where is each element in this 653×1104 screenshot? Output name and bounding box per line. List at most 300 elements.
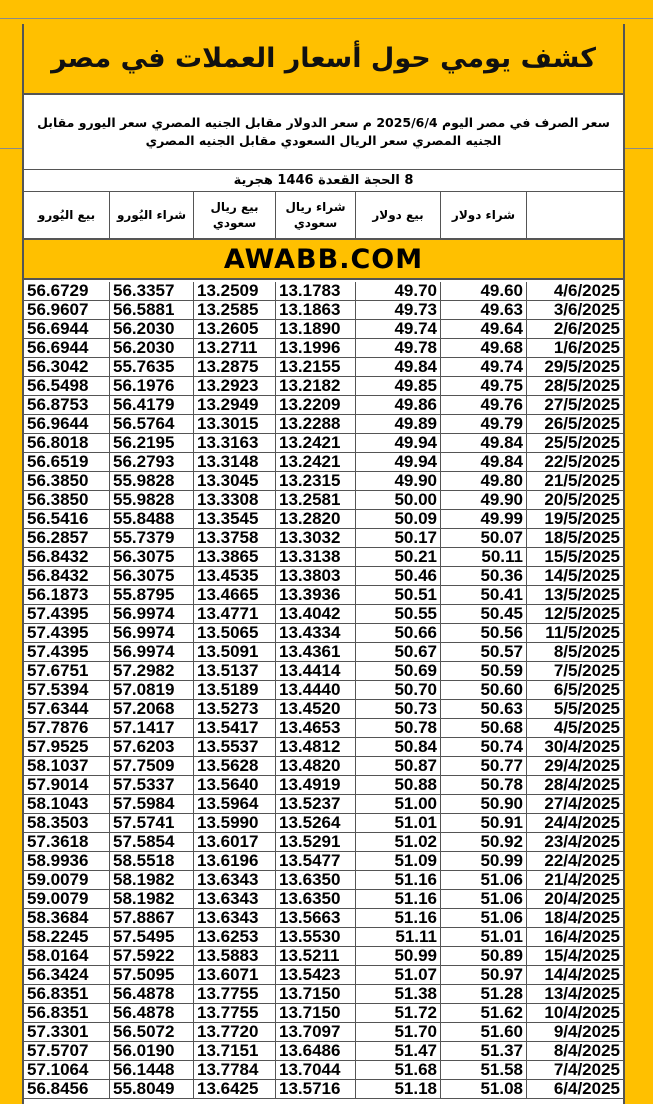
cell-sar-sell: 13.5417 [194, 719, 276, 737]
cell-eur-buy: 56.5072 [110, 1023, 194, 1041]
cell-eur-sell: 57.9525 [24, 738, 110, 756]
cell-sar-buy: 13.1863 [276, 301, 356, 319]
cell-sar-sell: 13.6196 [194, 852, 276, 870]
cell-usd-sell: 50.88 [356, 776, 441, 794]
table-row [24, 966, 623, 985]
table-row [24, 377, 623, 396]
table-row [24, 491, 623, 510]
cell-date: 16/4/2025 [544, 928, 620, 946]
cell-eur-sell: 57.3618 [24, 833, 110, 851]
header-usd-buy: شراء دولار [441, 192, 527, 238]
cell-eur-sell: 56.3850 [24, 472, 110, 490]
cell-usd-buy: 50.45 [441, 605, 527, 623]
table-row [24, 510, 623, 529]
cell-date: 8/5/2025 [553, 643, 620, 661]
sheet-gridline-top [0, 18, 653, 19]
cell-eur-sell: 56.9607 [24, 301, 110, 319]
table-row [24, 320, 623, 339]
cell-usd-buy: 49.79 [441, 415, 527, 433]
cell-sar-buy: 13.5716 [276, 1080, 356, 1098]
cell-eur-sell: 56.8432 [24, 548, 110, 566]
table-row [24, 1004, 623, 1023]
table-row [24, 1023, 623, 1042]
cell-eur-buy: 56.1976 [110, 377, 194, 395]
table-row [24, 757, 623, 776]
cell-sar-buy: 13.1890 [276, 320, 356, 338]
cell-date: 9/4/2025 [553, 1023, 620, 1041]
cell-usd-sell: 50.66 [356, 624, 441, 642]
cell-sar-sell: 13.7755 [194, 1004, 276, 1022]
cell-sar-buy: 13.7097 [276, 1023, 356, 1041]
cell-usd-sell: 50.78 [356, 719, 441, 737]
cell-sar-sell: 13.7151 [194, 1042, 276, 1060]
cell-date: 2/6/2025 [553, 320, 620, 338]
cell-sar-sell: 13.3865 [194, 548, 276, 566]
cell-sar-sell: 13.4665 [194, 586, 276, 604]
table-row [24, 776, 623, 795]
cell-eur-sell: 56.3424 [24, 966, 110, 984]
cell-usd-sell: 51.11 [356, 928, 441, 946]
cell-usd-sell: 49.84 [356, 358, 441, 376]
rates-sheet [22, 24, 625, 1104]
cell-eur-sell: 57.3301 [24, 1023, 110, 1041]
table-row [24, 396, 623, 415]
cell-eur-sell: 57.5707 [24, 1042, 110, 1060]
cell-eur-buy: 57.5741 [110, 814, 194, 832]
table-row [24, 871, 623, 890]
header-eur-buy: شراء اليُورو [110, 192, 194, 238]
table-row [24, 833, 623, 852]
cell-eur-buy: 57.1417 [110, 719, 194, 737]
cell-eur-sell: 56.6519 [24, 453, 110, 471]
cell-usd-buy: 50.07 [441, 529, 527, 547]
cell-eur-sell: 58.0164 [24, 947, 110, 965]
cell-eur-buy: 55.8488 [110, 510, 194, 528]
table-row [24, 605, 623, 624]
cell-usd-buy: 49.90 [441, 491, 527, 509]
cell-date: 25/5/2025 [544, 434, 620, 452]
cell-usd-buy: 49.84 [441, 434, 527, 452]
cell-sar-buy: 13.4414 [276, 662, 356, 680]
table-row [24, 681, 623, 700]
cell-sar-buy: 13.5211 [276, 947, 356, 965]
table-row [24, 643, 623, 662]
cell-sar-sell: 13.6425 [194, 1080, 276, 1098]
cell-eur-sell: 58.9936 [24, 852, 110, 870]
cell-eur-buy: 55.7379 [110, 529, 194, 547]
cell-sar-buy: 13.4334 [276, 624, 356, 642]
cell-eur-sell: 56.5498 [24, 377, 110, 395]
cell-sar-buy: 13.4042 [276, 605, 356, 623]
cell-date: 26/5/2025 [544, 415, 620, 433]
cell-eur-buy: 56.2030 [110, 320, 194, 338]
cell-usd-buy: 49.74 [441, 358, 527, 376]
table-row [24, 985, 623, 1004]
cell-usd-buy: 49.80 [441, 472, 527, 490]
cell-sar-sell: 13.2923 [194, 377, 276, 395]
cell-sar-sell: 13.6343 [194, 890, 276, 908]
cell-date: 20/5/2025 [544, 491, 620, 509]
cell-sar-sell: 13.3015 [194, 415, 276, 433]
cell-usd-sell: 49.74 [356, 320, 441, 338]
table-row [24, 472, 623, 491]
cell-date: 13/4/2025 [544, 985, 620, 1003]
cell-eur-sell: 56.3850 [24, 491, 110, 509]
table-row [24, 282, 623, 301]
cell-date: 4/6/2025 [553, 282, 620, 300]
cell-usd-sell: 50.17 [356, 529, 441, 547]
cell-sar-sell: 13.2949 [194, 396, 276, 414]
cell-sar-sell: 13.6343 [194, 909, 276, 927]
cell-usd-buy: 49.84 [441, 453, 527, 471]
cell-eur-buy: 55.9828 [110, 491, 194, 509]
cell-sar-buy: 13.4812 [276, 738, 356, 756]
cell-eur-sell: 58.1037 [24, 757, 110, 775]
cell-sar-buy: 13.6486 [276, 1042, 356, 1060]
cell-usd-sell: 49.86 [356, 396, 441, 414]
table-row [24, 890, 623, 909]
cell-usd-sell: 51.09 [356, 852, 441, 870]
table-row [24, 947, 623, 966]
table-row [24, 928, 623, 947]
cell-date: 14/4/2025 [544, 966, 620, 984]
cell-eur-buy: 56.5764 [110, 415, 194, 433]
table-row [24, 700, 623, 719]
brand-banner: AWABB.COM [24, 240, 623, 280]
cell-usd-sell: 50.51 [356, 586, 441, 604]
cell-usd-sell: 51.01 [356, 814, 441, 832]
cell-sar-buy: 13.2182 [276, 377, 356, 395]
table-row [24, 453, 623, 472]
cell-usd-sell: 51.16 [356, 871, 441, 889]
cell-eur-buy: 57.5095 [110, 966, 194, 984]
cell-usd-sell: 49.94 [356, 453, 441, 471]
cell-eur-sell: 56.8018 [24, 434, 110, 452]
cell-sar-sell: 13.6343 [194, 871, 276, 889]
cell-date: 22/5/2025 [544, 453, 620, 471]
cell-date: 10/4/2025 [544, 1004, 620, 1022]
cell-sar-buy: 13.2820 [276, 510, 356, 528]
cell-usd-sell: 49.94 [356, 434, 441, 452]
cell-usd-sell: 49.78 [356, 339, 441, 357]
cell-sar-sell: 13.5189 [194, 681, 276, 699]
cell-eur-sell: 57.6344 [24, 700, 110, 718]
cell-usd-sell: 50.67 [356, 643, 441, 661]
cell-eur-buy: 55.8795 [110, 586, 194, 604]
header-sar-sell: بيع ريال سعودي [194, 192, 276, 238]
cell-usd-buy: 51.28 [441, 985, 527, 1003]
cell-sar-buy: 13.6350 [276, 871, 356, 889]
cell-sar-buy: 13.5477 [276, 852, 356, 870]
cell-eur-sell: 56.3042 [24, 358, 110, 376]
cell-usd-buy: 51.62 [441, 1004, 527, 1022]
cell-usd-sell: 50.55 [356, 605, 441, 623]
cell-sar-buy: 13.5530 [276, 928, 356, 946]
cell-usd-sell: 51.00 [356, 795, 441, 813]
cell-eur-buy: 56.2195 [110, 434, 194, 452]
cell-usd-buy: 50.60 [441, 681, 527, 699]
cell-eur-sell: 57.4395 [24, 605, 110, 623]
cell-eur-buy: 57.6203 [110, 738, 194, 756]
cell-usd-sell: 50.00 [356, 491, 441, 509]
cell-date: 1/6/2025 [553, 339, 620, 357]
table-row [24, 662, 623, 681]
cell-date: 3/6/2025 [553, 301, 620, 319]
cell-date: 29/4/2025 [544, 757, 620, 775]
cell-eur-sell: 57.6751 [24, 662, 110, 680]
cell-date: 27/5/2025 [544, 396, 620, 414]
cell-sar-buy: 13.5237 [276, 795, 356, 813]
cell-sar-sell: 13.3045 [194, 472, 276, 490]
cell-eur-sell: 57.4395 [24, 624, 110, 642]
cell-date: 18/5/2025 [544, 529, 620, 547]
table-row [24, 434, 623, 453]
cell-eur-sell: 56.6729 [24, 282, 110, 300]
cell-usd-buy: 50.77 [441, 757, 527, 775]
table-row [24, 586, 623, 605]
cell-eur-sell: 58.1043 [24, 795, 110, 813]
cell-eur-buy: 56.4878 [110, 1004, 194, 1022]
cell-eur-sell: 58.3684 [24, 909, 110, 927]
cell-usd-sell: 49.90 [356, 472, 441, 490]
cell-usd-buy: 50.90 [441, 795, 527, 813]
cell-usd-buy: 50.91 [441, 814, 527, 832]
cell-eur-sell: 56.8351 [24, 985, 110, 1003]
cell-eur-buy: 57.8867 [110, 909, 194, 927]
cell-usd-buy: 51.06 [441, 909, 527, 927]
cell-usd-buy: 51.58 [441, 1061, 527, 1079]
cell-eur-sell: 57.9014 [24, 776, 110, 794]
cell-sar-buy: 13.2155 [276, 358, 356, 376]
cell-eur-buy: 55.7635 [110, 358, 194, 376]
cell-eur-sell: 56.9644 [24, 415, 110, 433]
cell-eur-buy: 58.1982 [110, 890, 194, 908]
cell-sar-sell: 13.3545 [194, 510, 276, 528]
cell-usd-buy: 50.89 [441, 947, 527, 965]
cell-date: 11/5/2025 [545, 624, 620, 642]
cell-sar-sell: 13.5628 [194, 757, 276, 775]
cell-sar-sell: 13.2711 [194, 339, 276, 357]
cell-eur-sell: 56.6944 [24, 320, 110, 338]
cell-usd-sell: 51.68 [356, 1061, 441, 1079]
cell-sar-buy: 13.7044 [276, 1061, 356, 1079]
cell-eur-buy: 58.5518 [110, 852, 194, 870]
cell-usd-sell: 51.02 [356, 833, 441, 851]
cell-sar-sell: 13.6253 [194, 928, 276, 946]
table-row [24, 1042, 623, 1061]
cell-sar-sell: 13.2605 [194, 320, 276, 338]
table-row [24, 852, 623, 871]
cell-usd-buy: 51.08 [441, 1080, 527, 1098]
cell-eur-buy: 56.3075 [110, 567, 194, 585]
cell-sar-sell: 13.2509 [194, 282, 276, 300]
cell-sar-buy: 13.4361 [276, 643, 356, 661]
cell-sar-sell: 13.7755 [194, 985, 276, 1003]
cell-usd-buy: 49.63 [441, 301, 527, 319]
table-row [24, 529, 623, 548]
table-row [24, 339, 623, 358]
cell-usd-sell: 49.73 [356, 301, 441, 319]
cell-usd-sell: 51.70 [356, 1023, 441, 1041]
cell-date: 4/5/2025 [553, 719, 620, 737]
cell-sar-buy: 13.3032 [276, 529, 356, 547]
cell-eur-sell: 56.1873 [24, 586, 110, 604]
cell-eur-sell: 57.5394 [24, 681, 110, 699]
cell-eur-buy: 56.5881 [110, 301, 194, 319]
cell-eur-buy: 56.4878 [110, 985, 194, 1003]
cell-usd-sell: 51.18 [356, 1080, 441, 1098]
cell-sar-sell: 13.5065 [194, 624, 276, 642]
cell-sar-sell: 13.6071 [194, 966, 276, 984]
table-header [24, 192, 623, 240]
table-row [24, 719, 623, 738]
table-row [24, 567, 623, 586]
cell-usd-buy: 49.99 [441, 510, 527, 528]
cell-usd-sell: 51.16 [356, 909, 441, 927]
cell-sar-sell: 13.3308 [194, 491, 276, 509]
cell-eur-buy: 57.5495 [110, 928, 194, 946]
cell-usd-sell: 50.73 [356, 700, 441, 718]
cell-usd-sell: 51.07 [356, 966, 441, 984]
cell-sar-sell: 13.7784 [194, 1061, 276, 1079]
cell-eur-sell: 56.8753 [24, 396, 110, 414]
cell-usd-sell: 50.69 [356, 662, 441, 680]
cell-eur-buy: 56.9974 [110, 605, 194, 623]
cell-eur-buy: 56.4179 [110, 396, 194, 414]
cell-eur-sell: 57.4395 [24, 643, 110, 661]
cell-eur-sell: 59.0079 [24, 871, 110, 889]
cell-usd-buy: 49.75 [441, 377, 527, 395]
cell-usd-sell: 50.46 [356, 567, 441, 585]
cell-date: 29/5/2025 [544, 358, 620, 376]
table-row [24, 909, 623, 928]
header-sar-buy: شراء ريال سعودي [276, 192, 356, 238]
table-row [24, 738, 623, 757]
cell-date: 15/5/2025 [544, 548, 620, 566]
cell-date: 14/5/2025 [544, 567, 620, 585]
cell-date: 15/4/2025 [544, 947, 620, 965]
table-row [24, 1061, 623, 1080]
cell-date: 12/5/2025 [544, 605, 620, 623]
cell-date: 13/5/2025 [544, 586, 620, 604]
table-row [24, 301, 623, 320]
cell-eur-buy: 56.0190 [110, 1042, 194, 1060]
table-row [24, 548, 623, 567]
cell-sar-buy: 13.2421 [276, 453, 356, 471]
cell-eur-sell: 56.2857 [24, 529, 110, 547]
cell-usd-buy: 50.59 [441, 662, 527, 680]
cell-date: 21/4/2025 [544, 871, 620, 889]
cell-sar-buy: 13.4520 [276, 700, 356, 718]
cell-eur-buy: 57.5922 [110, 947, 194, 965]
cell-sar-sell: 13.4771 [194, 605, 276, 623]
cell-sar-buy: 13.5264 [276, 814, 356, 832]
table-row [24, 1080, 623, 1099]
cell-date: 6/4/2025 [553, 1080, 620, 1098]
cell-usd-sell: 49.85 [356, 377, 441, 395]
table-row [24, 624, 623, 643]
cell-eur-buy: 56.2793 [110, 453, 194, 471]
cell-eur-sell: 56.8456 [24, 1080, 110, 1098]
cell-eur-buy: 57.5854 [110, 833, 194, 851]
cell-usd-buy: 51.01 [441, 928, 527, 946]
cell-usd-buy: 50.11 [441, 548, 527, 566]
cell-usd-sell: 49.89 [356, 415, 441, 433]
cell-eur-buy: 55.8049 [110, 1080, 194, 1098]
cell-eur-buy: 58.1982 [110, 871, 194, 889]
cell-eur-sell: 56.8351 [24, 1004, 110, 1022]
cell-eur-sell: 56.6944 [24, 339, 110, 357]
cell-sar-buy: 13.7150 [276, 1004, 356, 1022]
cell-sar-sell: 13.3163 [194, 434, 276, 452]
cell-eur-buy: 57.5337 [110, 776, 194, 794]
cell-usd-sell: 50.87 [356, 757, 441, 775]
cell-sar-sell: 13.5273 [194, 700, 276, 718]
cell-usd-buy: 50.56 [441, 624, 527, 642]
cell-sar-buy: 13.7150 [276, 985, 356, 1003]
cell-eur-buy: 56.1448 [110, 1061, 194, 1079]
cell-eur-buy: 57.2068 [110, 700, 194, 718]
header-usd-sell: بيع دولار [356, 192, 441, 238]
cell-usd-sell: 50.84 [356, 738, 441, 756]
cell-sar-buy: 13.2581 [276, 491, 356, 509]
cell-date: 21/5/2025 [544, 472, 620, 490]
cell-sar-buy: 13.2288 [276, 415, 356, 433]
cell-sar-buy: 13.4440 [276, 681, 356, 699]
cell-usd-buy: 51.06 [441, 871, 527, 889]
cell-eur-sell: 58.3503 [24, 814, 110, 832]
cell-date: 24/4/2025 [544, 814, 620, 832]
table-row [24, 795, 623, 814]
cell-sar-sell: 13.3148 [194, 453, 276, 471]
cell-sar-buy: 13.1783 [276, 282, 356, 300]
cell-sar-buy: 13.5663 [276, 909, 356, 927]
cell-eur-buy: 57.5984 [110, 795, 194, 813]
cell-eur-sell: 56.5416 [24, 510, 110, 528]
table-row [24, 415, 623, 434]
cell-usd-buy: 50.99 [441, 852, 527, 870]
cell-usd-buy: 50.74 [441, 738, 527, 756]
cell-sar-sell: 13.5640 [194, 776, 276, 794]
cell-date: 5/5/2025 [553, 700, 620, 718]
cell-usd-sell: 51.47 [356, 1042, 441, 1060]
cell-eur-sell: 56.8432 [24, 567, 110, 585]
cell-sar-sell: 13.5990 [194, 814, 276, 832]
header-eur-sell: بيع اليُورو [24, 192, 110, 238]
cell-date: 27/4/2025 [544, 795, 620, 813]
cell-eur-buy: 55.9828 [110, 472, 194, 490]
cell-usd-sell: 50.21 [356, 548, 441, 566]
cell-sar-buy: 13.2421 [276, 434, 356, 452]
cell-sar-sell: 13.3758 [194, 529, 276, 547]
cell-sar-sell: 13.5883 [194, 947, 276, 965]
cell-sar-buy: 13.4919 [276, 776, 356, 794]
cell-sar-buy: 13.2315 [276, 472, 356, 490]
cell-eur-buy: 56.9974 [110, 643, 194, 661]
cell-sar-buy: 13.3936 [276, 586, 356, 604]
cell-date: 6/5/2025 [553, 681, 620, 699]
header-date [527, 192, 623, 238]
table-row [24, 814, 623, 833]
cell-sar-buy: 13.4820 [276, 757, 356, 775]
cell-usd-buy: 51.60 [441, 1023, 527, 1041]
cell-usd-buy: 49.64 [441, 320, 527, 338]
cell-usd-buy: 50.41 [441, 586, 527, 604]
cell-usd-sell: 50.99 [356, 947, 441, 965]
cell-usd-buy: 51.06 [441, 890, 527, 908]
cell-usd-buy: 50.78 [441, 776, 527, 794]
cell-sar-sell: 13.4535 [194, 567, 276, 585]
